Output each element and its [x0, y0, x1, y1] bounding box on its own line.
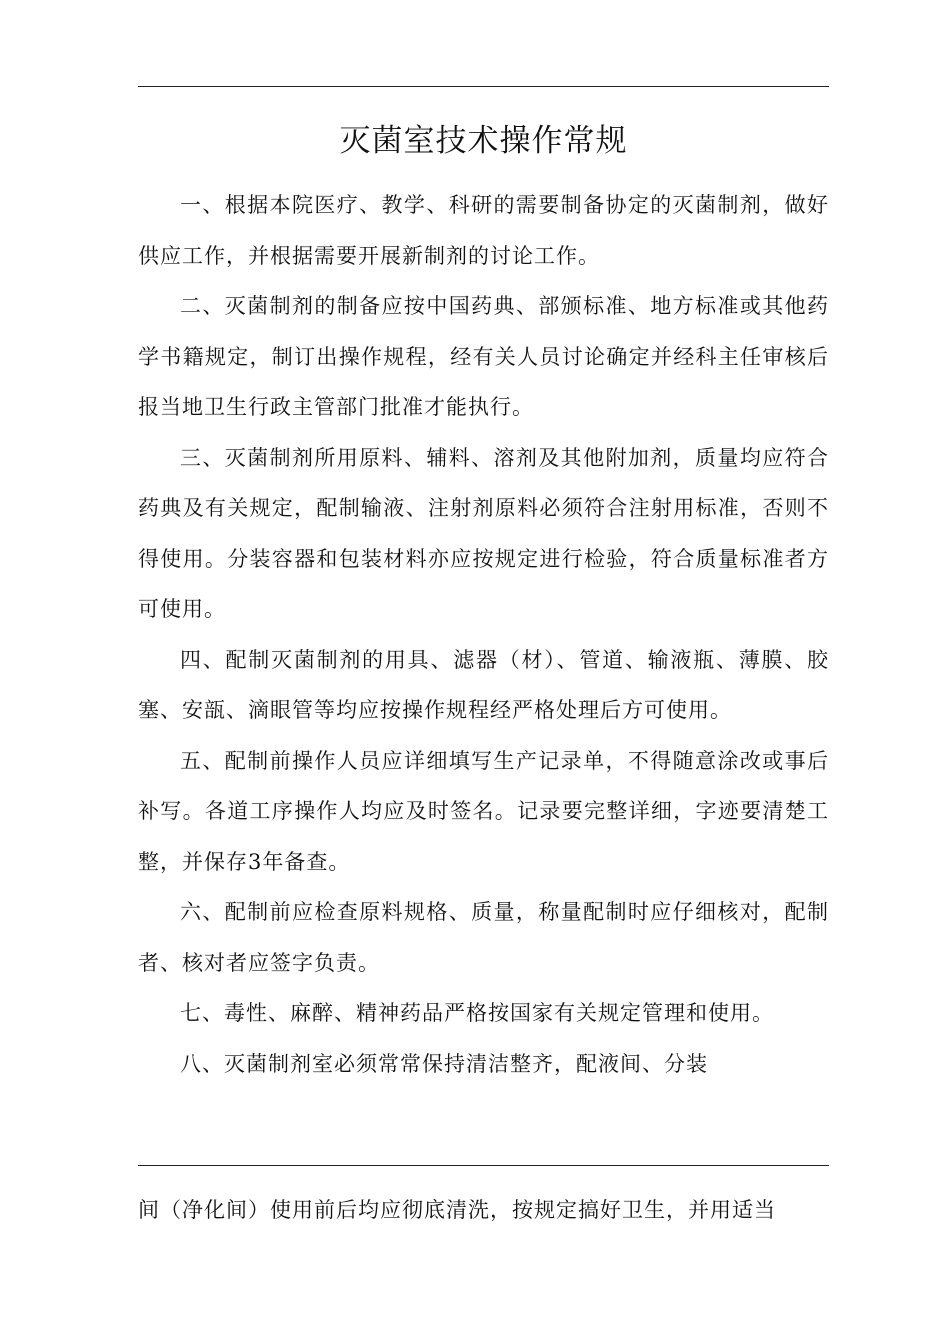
next-page-continuation: 间（净化间）使用前后均应彻底清洗，按规定搞好卫生，并用适当: [138, 1198, 776, 1222]
paragraph-7: 七、毒性、麻醉、精神药品严格按国家有关规定管理和使用。: [180, 1001, 774, 1025]
top-divider: [138, 86, 829, 87]
document-body: [138, 180, 829, 1089]
paragraph-1: 一、根据本院医疗、教学、科研的需要制备协定的灭菌制剂，做好供应工作，并根据需要开展新制剂的讨论工作。: [138, 193, 829, 268]
paragraph-6: 六、配制前应检查原料规格、质量，称量配制时应仔细核对，配制者、核对者应签字负责。: [138, 900, 829, 975]
page-title: 灭菌室技术操作常规: [339, 123, 628, 159]
paragraph-8: 八、灭菌制剂室必须常常保持清洁整齐，配液间、分装: [180, 1051, 708, 1076]
paragraph-2: 二、灭菌制剂的制备应按中国药典、部颁标准、地方标准或其他药学书籍规定，制订出操作规程，经有关人员讨论确定并经科主任审核后报当地卫生行政主管部门批准才能执行。: [138, 294, 829, 419]
paragraph-5: 五、配制前操作人员应详细填写生产记录单，不得随意涂改或事后补写。各道工序操作人均应及时签名。记录要完整详细，字迹要清楚工整，并保存3年备查。: [138, 748, 829, 874]
page-break-divider: [138, 1165, 829, 1166]
paragraph-4: 四、配制灭菌制剂的用具、滤器（材）、管道、输液瓶、薄膜、胶塞、安瓿、滴眼管等均应按操作规程经严格处理后方可使用。: [138, 647, 829, 722]
paragraph-3: 三、灭菌制剂所用原料、辅料、溶剂及其他附加剂，质量均应符合药典及有关规定，配制输液、注射剂原料必须符合注射用标准，否则不得使用。分装容器和包装材料亦应按规定进行检验，符合质量标准者方可使用。: [138, 445, 829, 621]
